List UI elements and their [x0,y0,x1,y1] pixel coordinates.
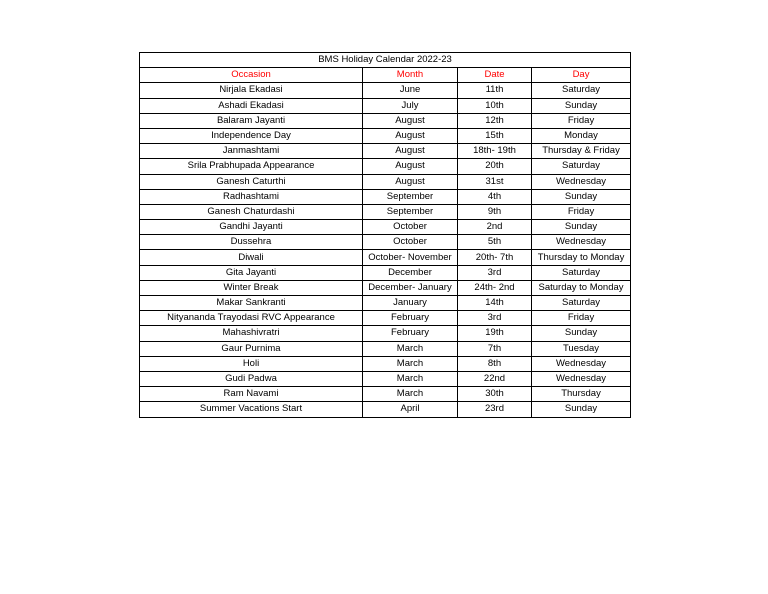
cell-month: August [363,128,458,143]
cell-occasion: Gita Jayanti [140,265,363,280]
cell-day: Sunday [532,402,631,417]
header-row [140,68,631,83]
cell-date: 4th [458,189,532,204]
cell-month: March [363,371,458,386]
cell-month: June [363,83,458,98]
cell-day: Friday [532,311,631,326]
cell-occasion: Ganesh Chaturdashi [140,204,363,219]
cell-day: Saturday [532,296,631,311]
cell-month: February [363,311,458,326]
cell-date: 24th- 2nd [458,280,532,295]
cell-month: October [363,235,458,250]
cell-occasion: Ganesh Caturthi [140,174,363,189]
cell-date: 5th [458,235,532,250]
table-row [140,356,631,371]
cell-occasion: Makar Sankranti [140,296,363,311]
cell-day: Monday [532,128,631,143]
cell-month: December [363,265,458,280]
table-row [140,113,631,128]
cell-month: September [363,189,458,204]
cell-occasion: Ram Navami [140,387,363,402]
cell-day: Friday [532,204,631,219]
cell-month: August [363,174,458,189]
cell-occasion: Nirjala Ekadasi [140,83,363,98]
cell-month: July [363,98,458,113]
cell-month: September [363,204,458,219]
cell-date: 23rd [458,402,532,417]
cell-month: August [363,113,458,128]
table-row [140,402,631,417]
table-row [140,144,631,159]
cell-day: Sunday [532,220,631,235]
cell-day: Thursday [532,387,631,402]
table-row [140,341,631,356]
title-row [140,53,631,68]
cell-occasion: Ashadi Ekadasi [140,98,363,113]
cell-date: 2nd [458,220,532,235]
cell-occasion: Summer Vacations Start [140,402,363,417]
cell-day: Wednesday [532,174,631,189]
table-row [140,280,631,295]
cell-day: Saturday [532,83,631,98]
table-row [140,83,631,98]
cell-month: October [363,220,458,235]
table-row [140,220,631,235]
cell-month: December- January [363,280,458,295]
cell-date: 22nd [458,371,532,386]
cell-date: 12th [458,113,532,128]
cell-occasion: Gudi Padwa [140,371,363,386]
cell-day: Friday [532,113,631,128]
cell-day: Sunday [532,189,631,204]
cell-month: February [363,326,458,341]
cell-day: Wednesday [532,356,631,371]
table-row [140,128,631,143]
cell-occasion: Mahashivratri [140,326,363,341]
cell-date: 19th [458,326,532,341]
cell-day: Wednesday [532,371,631,386]
cell-day: Sunday [532,326,631,341]
cell-occasion: Janmashtami [140,144,363,159]
cell-month: March [363,387,458,402]
header-date: Date [458,68,532,83]
cell-date: 11th [458,83,532,98]
header-occasion: Occasion [140,68,363,83]
cell-month: March [363,341,458,356]
table-row [140,98,631,113]
cell-date: 18th- 19th [458,144,532,159]
cell-occasion: Balaram Jayanti [140,113,363,128]
cell-date: 31st [458,174,532,189]
table-row [140,204,631,219]
table-title: BMS Holiday Calendar 2022-23 [140,53,631,68]
cell-date: 10th [458,98,532,113]
cell-occasion: Srila Prabhupada Appearance [140,159,363,174]
table-row [140,371,631,386]
cell-day: Saturday to Monday [532,280,631,295]
cell-day: Thursday & Friday [532,144,631,159]
cell-month: March [363,356,458,371]
table-row [140,265,631,280]
cell-month: January [363,296,458,311]
cell-date: 15th [458,128,532,143]
cell-month: April [363,402,458,417]
cell-occasion: Nityananda Trayodasi RVC Appearance [140,311,363,326]
cell-day: Sunday [532,98,631,113]
table-row [140,311,631,326]
cell-day: Tuesday [532,341,631,356]
cell-date: 7th [458,341,532,356]
cell-date: 20th- 7th [458,250,532,265]
table-row [140,326,631,341]
cell-date: 3rd [458,311,532,326]
cell-date: 14th [458,296,532,311]
cell-date: 8th [458,356,532,371]
cell-day: Wednesday [532,235,631,250]
cell-occasion: Dussehra [140,235,363,250]
cell-day: Saturday [532,265,631,280]
header-month: Month [363,68,458,83]
cell-date: 9th [458,204,532,219]
cell-date: 20th [458,159,532,174]
table-row [140,174,631,189]
cell-date: 3rd [458,265,532,280]
table-row [140,235,631,250]
holiday-calendar-table [139,52,631,418]
table-row [140,189,631,204]
cell-occasion: Holi [140,356,363,371]
cell-day: Saturday [532,159,631,174]
cell-date: 30th [458,387,532,402]
cell-month: August [363,159,458,174]
cell-occasion: Winter Break [140,280,363,295]
table-row [140,159,631,174]
cell-occasion: Gaur Purnima [140,341,363,356]
table-row [140,296,631,311]
table-body [140,83,631,417]
header-day: Day [532,68,631,83]
cell-month: October- November [363,250,458,265]
cell-occasion: Gandhi Jayanti [140,220,363,235]
cell-occasion: Radhashtami [140,189,363,204]
table-row [140,387,631,402]
cell-occasion: Independence Day [140,128,363,143]
table-row [140,250,631,265]
cell-day: Thursday to Monday [532,250,631,265]
cell-month: August [363,144,458,159]
cell-occasion: Diwali [140,250,363,265]
